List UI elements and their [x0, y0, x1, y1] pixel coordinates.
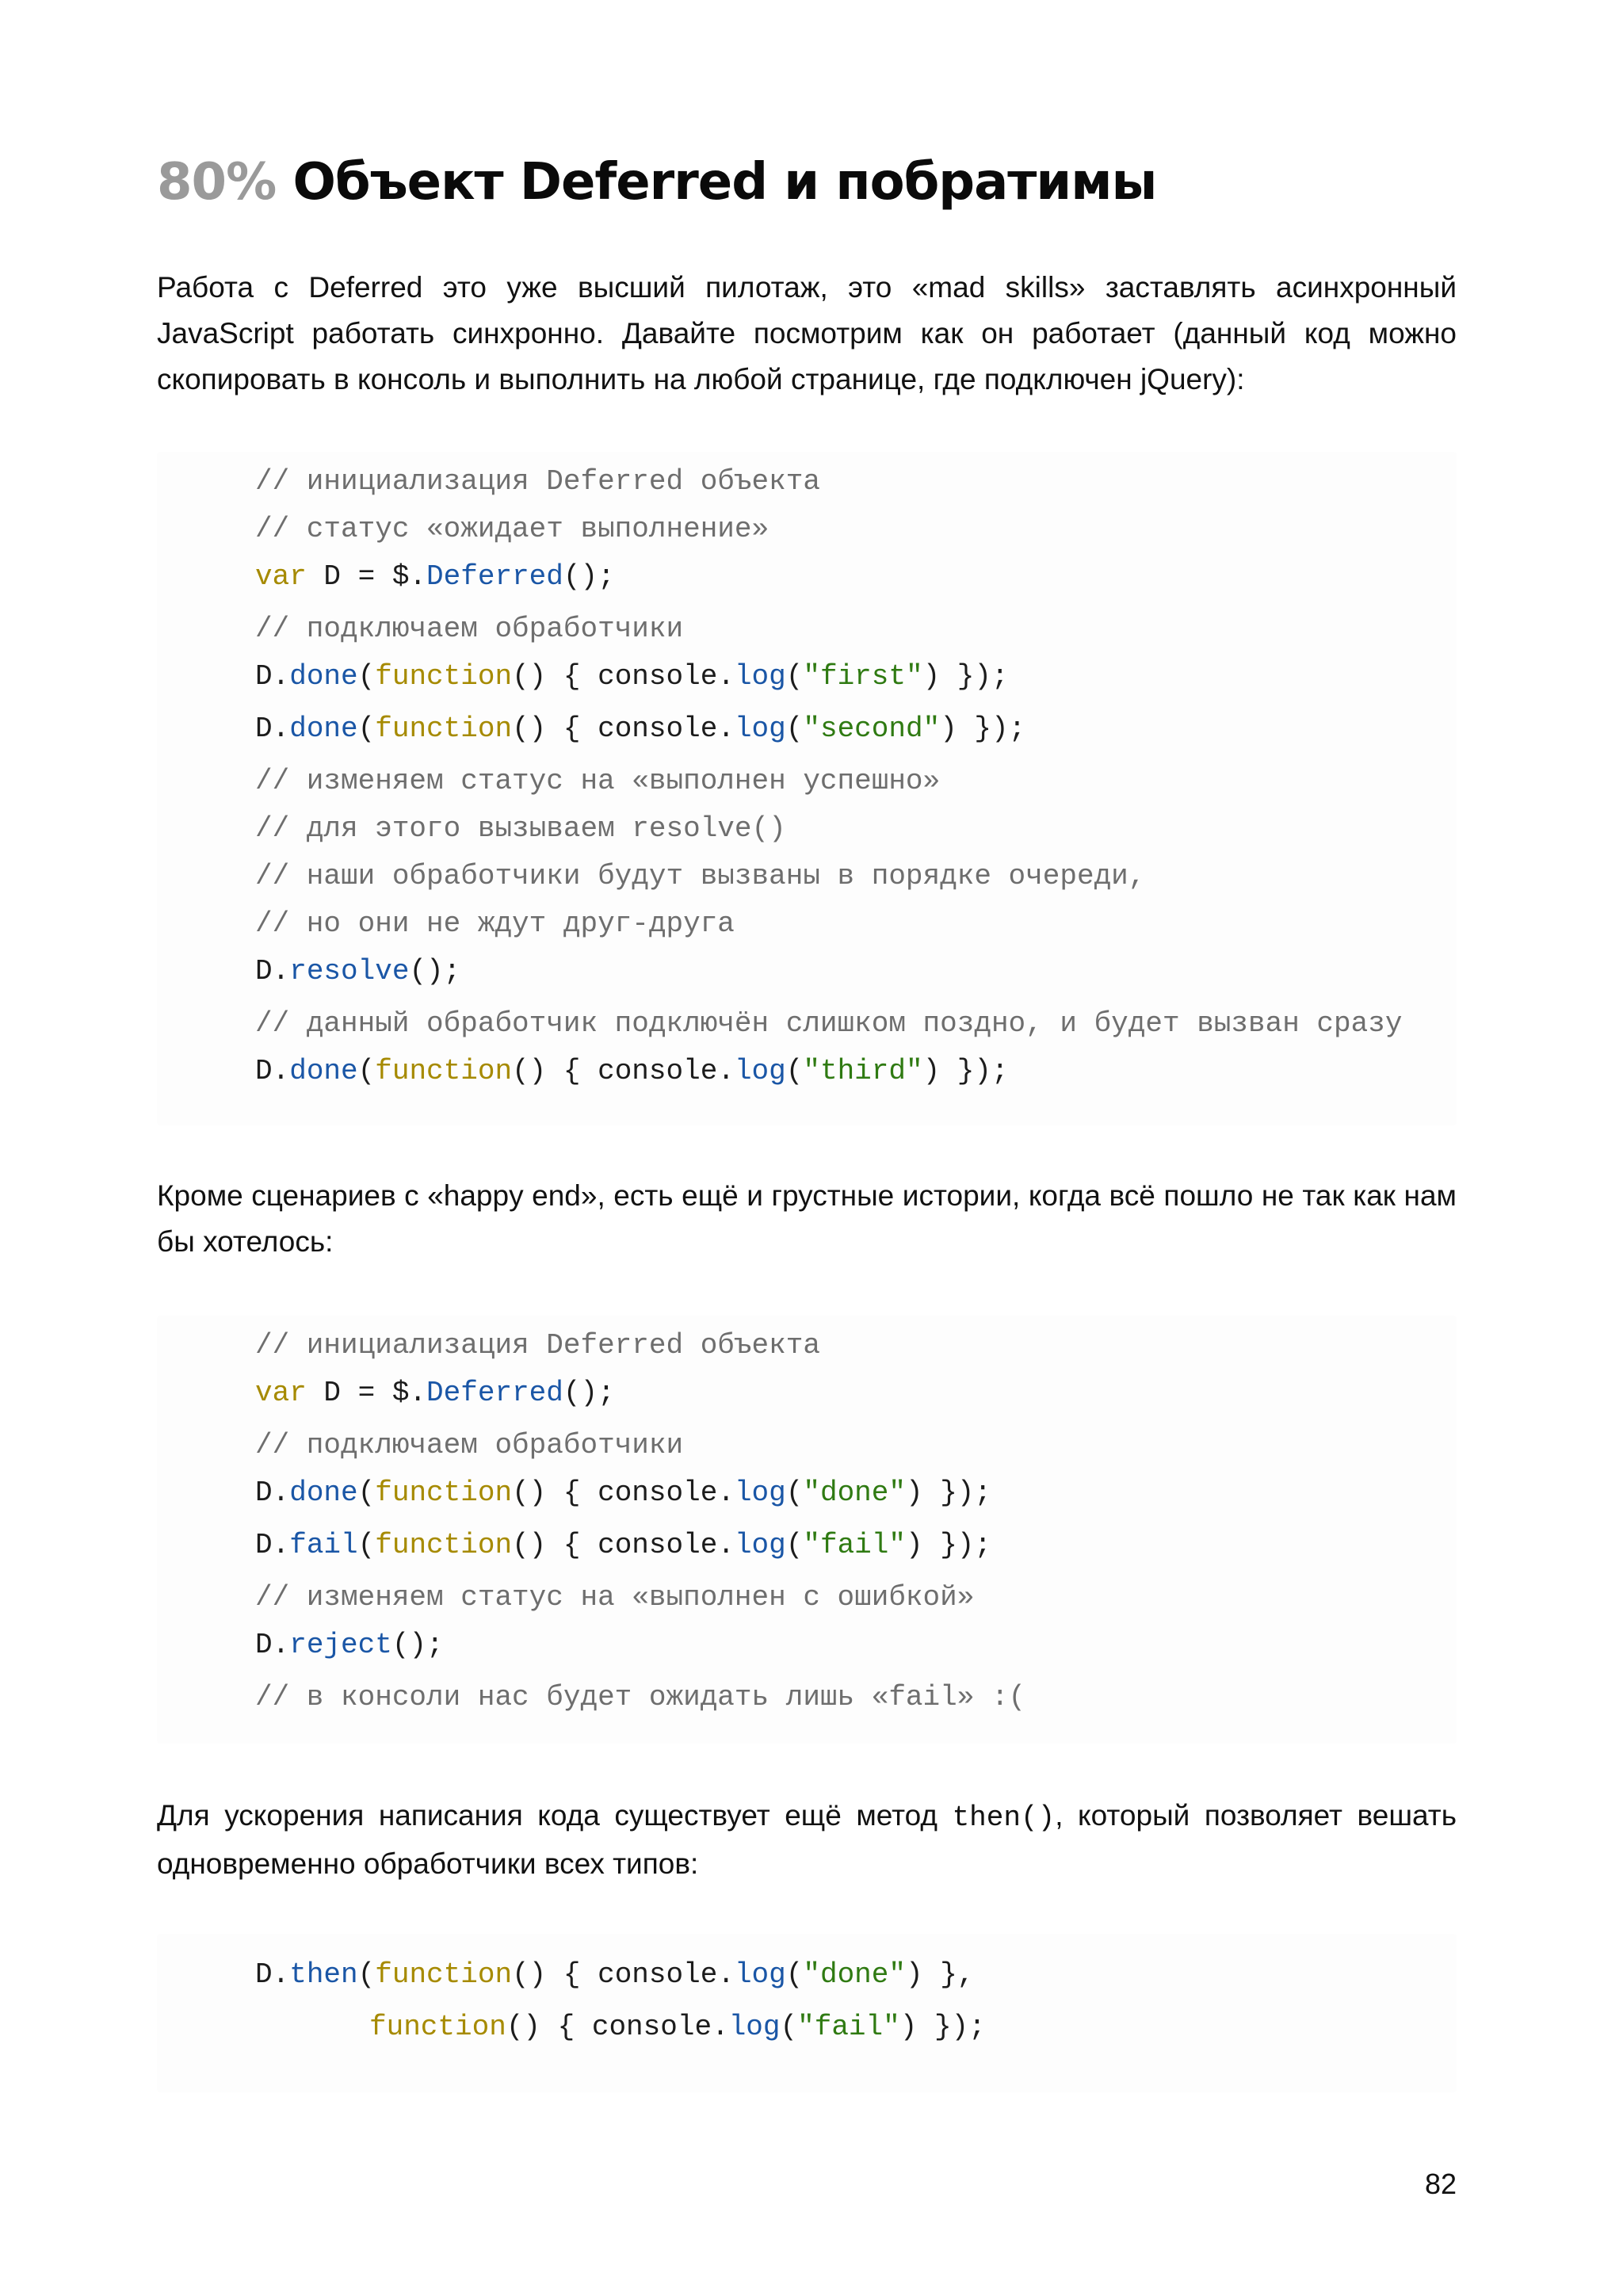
code-line: // в консоли нас будет ожидать лишь «fail» :(: [255, 1681, 1026, 1713]
code-line: D.fail(function() { console.log("fail") });: [255, 1529, 992, 1561]
code-line: // инициализация Deferred объекта: [255, 465, 820, 498]
code-line: function() { console.log("fail") });: [369, 2011, 986, 2043]
code-line: // инициализация Deferred объекта: [255, 1329, 820, 1362]
code-line: // изменяем статус на «выполнен с ошибкой»: [255, 1581, 975, 1614]
code-line: // статус «ожидает выполнение»: [255, 513, 769, 545]
inline-code-then: then(): [952, 1801, 1056, 1834]
code-line: var D = $.Deferred();: [255, 1377, 615, 1409]
progress-percent: 80%: [157, 153, 277, 212]
code-block-deferred-done: [157, 452, 1457, 1125]
intro-paragraph: Работа с Deferred это уже высший пилотаж, это «mad skills» заставлять асинхронный JavaScript работать синхронно. Давайте посмотрим как он работает (данный код можно скопировать в консоль и выполнить на любой странице, где подключен jQuery):: [157, 271, 1457, 395]
code-block-then: [157, 1934, 1457, 2092]
code-line: D.done(function() { console.log("done") });: [255, 1477, 992, 1509]
code-line: D.done(function() { console.log("second") });: [255, 712, 1026, 745]
code-line: D.done(function() { console.log("third") });: [255, 1055, 1009, 1087]
code-line: // подключаем обработчики: [255, 613, 684, 645]
section-title: Объект Deferred и побратимы: [292, 153, 1157, 212]
code-line: // для этого вызываем resolve(): [255, 812, 786, 845]
code-line: D.then(function() { console.log("done") },: [255, 1958, 975, 1991]
page-title: [157, 147, 1156, 218]
code-block-deferred-fail: [157, 1316, 1457, 1744]
code-line: // данный обработчик подключён слишком поздно, и будет вызван сразу: [255, 1007, 1403, 1040]
code-line: // наши обработчики будут вызваны в порядке очереди,: [255, 860, 1146, 892]
code-line: D.resolve();: [255, 955, 461, 988]
page-number: 82: [1424, 2168, 1457, 2200]
code-line: D.done(function() { console.log("first") });: [255, 660, 1009, 693]
code-line: // но они не ждут друг-друга: [255, 907, 735, 940]
code-line: // подключаем обработчики: [255, 1429, 684, 1461]
code-line: D.reject();: [255, 1629, 444, 1661]
code-line: var D = $.Deferred();: [255, 560, 615, 593]
then-paragraph: Для ускорения написания кода существует ещё метод then(), который позволяет вешать одновременно обработчики всех типов:: [157, 1799, 1457, 1880]
code-line: // изменяем статус на «выполнен успешно»: [255, 765, 941, 797]
sad-path-paragraph: Кроме сценариев с «happy end», есть ещё и грустные истории, когда всё пошло не так как нам бы хотелось:: [157, 1179, 1457, 1258]
